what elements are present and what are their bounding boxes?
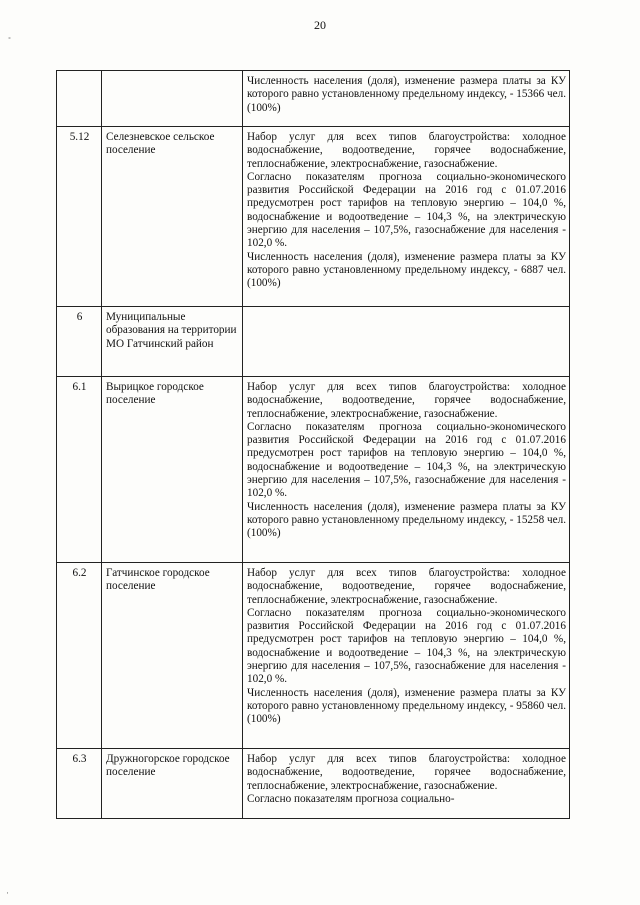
settlement-description <box>243 307 570 377</box>
settlement-description <box>243 749 570 819</box>
tariff-table <box>56 70 570 819</box>
settlement-description <box>243 71 570 127</box>
settlement-description <box>243 377 570 563</box>
description-paragraph: Согласно показателям прогноза социально-экономического развития Российской Федерации на 2016 год с 01.07.2016 предусмотрен рост тарифов на тепловую энергию – 104,0 %, водоснабжение и водоотведение – 104,3 %, на электрическую энергию для населения – 107,5%, газоснабжение для населения - 102,0 %. <box>247 170 566 250</box>
row-number: 6.1 <box>57 377 102 563</box>
description-paragraph: Набор услуг для всех типов благоустройства: холодное водоснабжение, водоотведение, горячее водоснабжение, теплоснабжение, электроснабжение, газоснабжение. <box>247 131 566 170</box>
description-paragraph: Согласно показателям прогноза социально-экономического развития Российской Федерации на 2016 год с 01.07.2016 предусмотрен рост тарифов на тепловую энергию – 104,0 %, водоснабжение и водоотведение – 104,3 %, на электрическую энергию для населения – 107,5%, газоснабжение для населения - 102,0 %. <box>247 606 566 686</box>
settlement-name: Селезневское сельское поселение <box>102 127 243 307</box>
table-row <box>57 563 570 749</box>
description-paragraph: Согласно показателям прогноза социально-экономического развития Российской Федерации на 2016 год с 01.07.2016 предусмотрен рост тарифов на тепловую энергию – 104,0 %, водоснабжение и водоотведение – 104,3 %, на электрическую энергию для населения – 107,5%, газоснабжение для населения - 102,0 %. <box>247 420 566 500</box>
settlement-name: Дружногорское городское поселение <box>102 749 243 819</box>
settlement-name <box>102 71 243 127</box>
row-number: 6.3 <box>57 749 102 819</box>
settlement-description <box>243 127 570 307</box>
description-paragraph: Набор услуг для всех типов благоустройства: холодное водоснабжение, водоотведение, горячее водоснабжение, теплоснабжение, электроснабжение, газоснабжение. <box>247 567 566 606</box>
settlement-description <box>243 563 570 749</box>
description-paragraph: Численность населения (доля), изменение размера платы за КУ которого равно установленному предельному индексу, - 15258 чел. (100%) <box>247 500 566 540</box>
row-number: 6.2 <box>57 563 102 749</box>
settlement-name: Вырицкое городское поселение <box>102 377 243 563</box>
description-paragraph: Набор услуг для всех типов благоустройства: холодное водоснабжение, водоотведение, горячее водоснабжение, теплоснабжение, электроснабжение, газоснабжение. <box>247 753 566 792</box>
settlement-name: Муниципальные образования на территории МО Гатчинский район <box>102 307 243 377</box>
description-paragraph: Согласно показателям прогноза социально- <box>247 792 455 805</box>
description-paragraph: Численность населения (доля), изменение размера платы за КУ которого равно установленному предельному индексу, - 6887 чел. (100%) <box>247 250 566 290</box>
scan-speck: · <box>6 888 9 898</box>
description-paragraph: Набор услуг для всех типов благоустройства: холодное водоснабжение, водоотведение, горячее водоснабжение, теплоснабжение, электроснабжение, газоснабжение. <box>247 381 566 420</box>
row-number <box>57 71 102 127</box>
table-row <box>57 127 570 307</box>
scan-speck: ˚ <box>8 36 11 46</box>
settlement-name: Гатчинское городское поселение <box>102 563 243 749</box>
page-number: 20 <box>314 18 326 32</box>
description-paragraph: Численность населения (доля), изменение размера платы за КУ которого равно установленному предельному индексу, - 95860 чел. (100%) <box>247 686 566 726</box>
row-number: 6 <box>57 307 102 377</box>
description-paragraph: Численность населения (доля), изменение размера платы за КУ которого равно установленному предельному индексу, - 15366 чел. (100%) <box>247 75 566 114</box>
table-row <box>57 71 570 127</box>
table-row <box>57 307 570 377</box>
row-number: 5.12 <box>57 127 102 307</box>
table-row <box>57 749 570 819</box>
table-row <box>57 377 570 563</box>
